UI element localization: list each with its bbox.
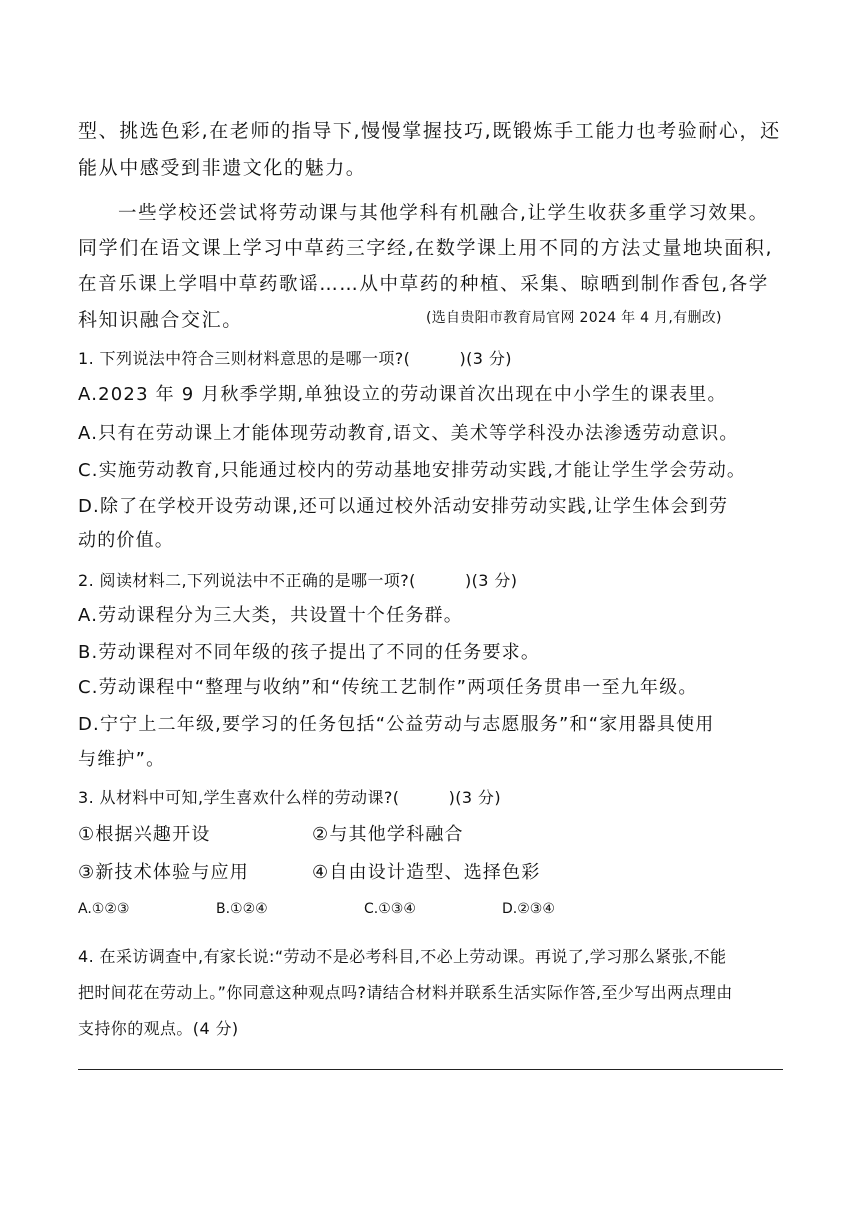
question-4-line-2: 把时间花在劳动上。”你同意这种观点吗?请结合材料并联系生活实际作答,至少写出两点理由 [78,983,733,1002]
passage-line-2: 能从中感受到非遗文化的魅力。 [78,157,367,179]
passage-line-1 [78,116,783,143]
question-2-option-d-line-2: 与维护”。 [78,749,166,770]
question-1-option-b: A.只有在劳动课上才能体现劳动教育,语文、美术等学科没办法渗透劳动意识。 [78,423,739,444]
passage-line-1-text: 型、挑选色彩,在老师的指导下,慢慢掌握技巧,既锻炼手工能力也考验耐心，还 [78,120,781,142]
question-1-stem: 1. 下列说法中符合三则材料意思的是哪一项?( )(3 分) [78,349,512,368]
question-3-item-4: ④自由设计造型、选择色彩 [312,862,541,883]
question-2-stem: 2. 阅读材料二,下列说法中不正确的是哪一项?( )(3 分) [78,571,518,590]
passage-line-5: 在音乐课上学唱中草药歌谣……从中草药的种植、采集、晾晒到制作香包,各学 [78,274,769,295]
question-3-item-3: ③新技术体验与应用 [78,862,249,883]
question-3-choice-c: C.①③④ [364,901,416,917]
question-3-item-2: ②与其他学科融合 [312,824,464,845]
question-4-line-3: 支持你的观点。(4 分) [78,1019,239,1038]
passage-line-3: 一些学校还尝试将劳动课与其他学科有机融合,让学生收获多重学习效果。 [118,203,769,224]
question-3-choice-b: B.①②④ [216,901,268,917]
source-citation: (选自贵阳市教育局官网 2024 年 4 月,有删改) [426,310,722,326]
answer-line [78,1069,783,1070]
question-1-option-c: C.实施劳动教育,只能通过校内的劳动基地安排劳动实践,才能让学生学会劳动。 [78,460,747,481]
question-2-option-c: C.劳动课程中“整理与收纳”和“传统工艺制作”两项任务贯串一至九年级。 [78,677,698,698]
question-3-choice-a: A.①②③ [78,901,130,917]
question-2-option-d-line-1: D.宁宁上二年级,要学习的任务包括“公益劳动与志愿服务”和“家用器具使用 [78,714,715,735]
passage-line-6: 科知识融合交汇。 [78,309,243,331]
question-2-option-b: B.劳动课程对不同年级的孩子提出了不同的任务要求。 [78,642,541,663]
question-1-option-a: A.2023 年 9 月秋季学期,单独设立的劳动课首次出现在中小学生的课表里。 [78,384,727,405]
question-3-item-1: ①根据兴趣开设 [78,824,211,845]
question-1-option-d-line-2: 动的价值。 [78,530,174,551]
question-3-stem: 3. 从材料中可知,学生喜欢什么样的劳动课?( )(3 分) [78,788,501,807]
question-4-line-1: 4. 在采访调查中,有家长说:“劳动不是必考科目,不必上劳动课。再说了,学习那么紧张,不能 [78,947,727,966]
question-1-option-d-line-1: D.除了在学校开设劳动课,还可以通过校外活动安排劳动实践,让学生体会到劳 [78,496,729,517]
question-2-option-a: A.劳动课程分为三大类，共设置十个任务群。 [78,605,463,626]
passage-line-4: 同学们在语文课上学习中草药三字经,在数学课上用不同的方法丈量地块面积, [78,237,774,259]
question-3-choice-d: D.②③④ [502,901,555,917]
